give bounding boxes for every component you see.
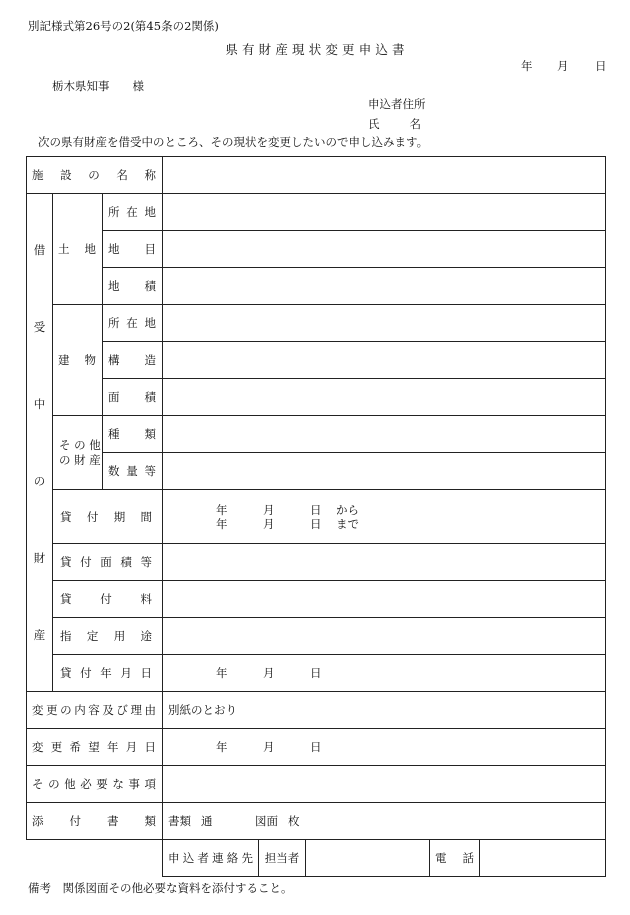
note: 備考 関係図面その他必要な資料を添付すること。 (28, 881, 293, 895)
land-area-label: 地 積 (108, 279, 157, 293)
facility-name-field[interactable] (163, 157, 606, 194)
other-matters-label: そ の 他 必 要 な 事 項 (32, 777, 156, 791)
loan-area-label: 貸 付 面 積 等 (60, 555, 152, 569)
contact-person-field[interactable] (306, 840, 430, 877)
loan-date-label: 貸 付 年 月 日 (60, 666, 152, 680)
change-content-label: 変 更 の 内 容 及 び 理 由 (32, 703, 156, 717)
building-structure-field[interactable] (163, 342, 606, 379)
phone-field[interactable] (480, 840, 606, 877)
contact-spacer (27, 840, 163, 877)
other-kind-label: 種 類 (108, 427, 157, 441)
applicant-address-label: 申込者住所 (368, 97, 426, 111)
change-date-field[interactable]: 年 月 日 (163, 729, 606, 766)
building-area-field[interactable] (163, 379, 606, 416)
contact-label: 申 込 者 連 絡 先 (168, 851, 253, 865)
loan-period-field[interactable]: 年 月 日 から 年 月 日 まで (163, 490, 606, 544)
date-month-label: 月 (557, 59, 569, 73)
loan-fee-label: 貸 付 料 (60, 592, 153, 606)
request-text: 次の県有財産を借受中のところ、その現状を変更したいので申し込みます。 (38, 135, 429, 149)
contact-person-label: 担当者 (259, 840, 306, 877)
land-category-label: 地 目 (108, 242, 157, 256)
other-kind-field[interactable] (163, 416, 606, 453)
other-matters-field[interactable] (163, 766, 606, 803)
loan-area-field[interactable] (163, 544, 606, 581)
other-quantity-label: 数 量 等 (108, 464, 157, 478)
building-location-field[interactable] (163, 305, 606, 342)
building-location-label: 所 在 地 (108, 316, 157, 330)
building-label: 建 物 (58, 353, 96, 367)
land-location-field[interactable] (163, 194, 606, 231)
phone-label: 電 話 (435, 851, 475, 865)
change-content-field[interactable]: 別紙のとおり (163, 692, 606, 729)
attachments-field[interactable]: 書類 通 図面 枚 (163, 803, 606, 840)
application-form-table (26, 156, 606, 877)
date-year-label: 年 (521, 59, 533, 73)
other-property-label: そ の 他 の 財 産 (53, 416, 103, 490)
change-date-label: 変 更 希 望 年 月 日 (32, 740, 156, 754)
building-area-label: 面 積 (108, 390, 157, 404)
designated-use-label: 指 定 用 途 (60, 629, 153, 643)
land-label: 土 地 (58, 242, 96, 256)
page-title: 県 有 財 産 現 状 変 更 申 込 書 (225, 42, 405, 57)
loan-date-field[interactable]: 年 月 日 (163, 655, 606, 692)
other-quantity-field[interactable] (163, 453, 606, 490)
building-structure-label: 構 造 (108, 353, 157, 367)
facility-name-label: 施 設 の 名 称 (32, 168, 156, 182)
attachments-label: 添 付 書 類 (32, 814, 156, 828)
designated-use-field[interactable] (163, 618, 606, 655)
date-day-label: 日 (595, 59, 607, 73)
land-area-field[interactable] (163, 268, 606, 305)
form-number: 別記様式第26号の2(第45条の2関係) (28, 19, 219, 33)
borrowed-property-group-label: 借 受 中 の 財 産 (27, 194, 53, 692)
land-category-field[interactable] (163, 231, 606, 268)
loan-fee-field[interactable] (163, 581, 606, 618)
applicant-name-label: 氏名 (368, 117, 451, 131)
loan-period-label: 貸 付 期 間 (60, 509, 153, 524)
addressee: 栃木県知事 様 (52, 79, 144, 93)
land-location-label: 所 在 地 (108, 205, 157, 219)
